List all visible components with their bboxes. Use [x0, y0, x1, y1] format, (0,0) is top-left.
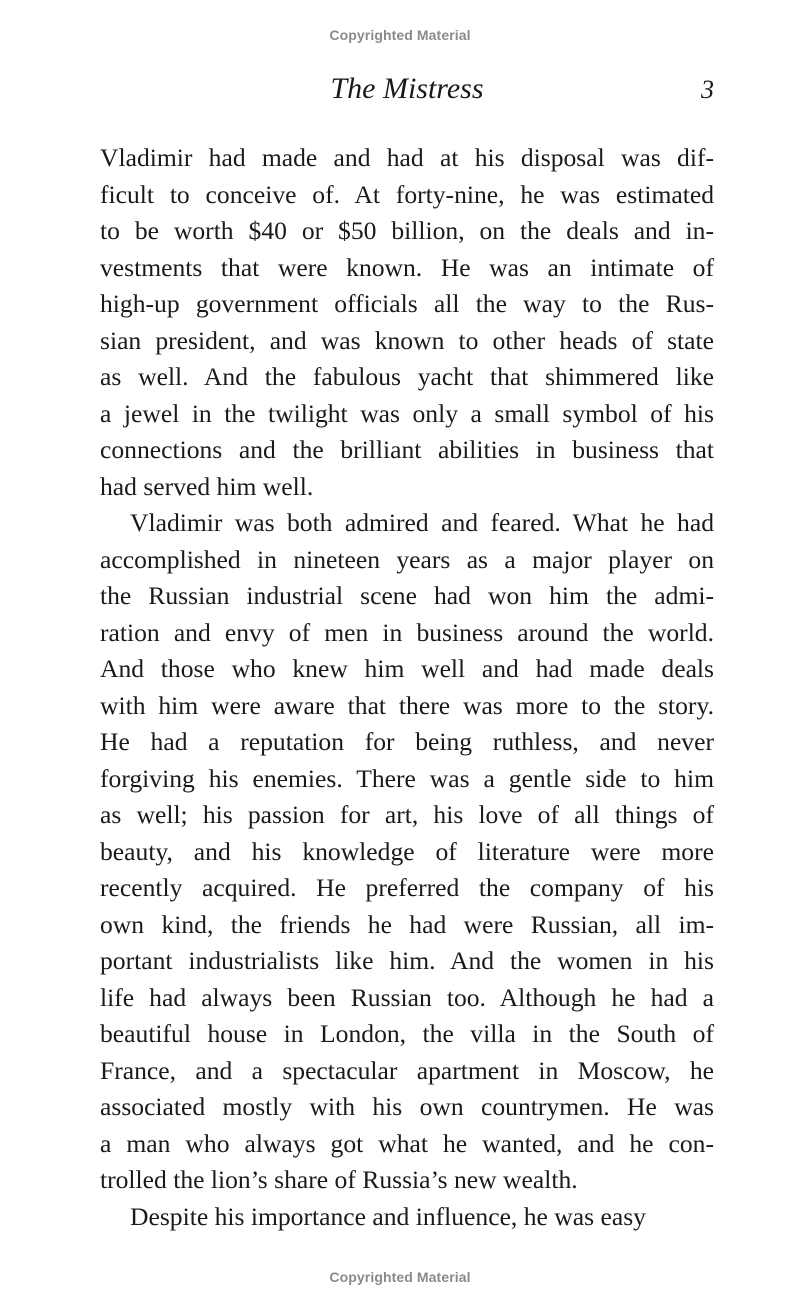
book-title: The Mistress — [330, 72, 484, 105]
page-number: 3 — [701, 75, 714, 104]
text-line: had served him well. — [100, 471, 314, 501]
text-line: Despite his importance and influence, he was easy — [130, 1201, 646, 1231]
text-line: ration and envy of men in business around the world. — [100, 617, 714, 647]
text-line: the Russian industrial scene had won him the admi- — [100, 581, 714, 610]
text-line: as well; his passion for art, his love of all things of — [100, 800, 714, 829]
copyright-watermark-bottom: Copyrighted Material — [329, 1269, 471, 1285]
copyright-watermark-top: Copyrighted Material — [329, 27, 471, 43]
text-line: connections and the brilliant abilities in business that — [100, 435, 714, 464]
text-line: ficult to conceive of. At forty-nine, he was estimated — [100, 179, 714, 209]
text-line: a jewel in the twilight was only a small symbol of his — [100, 398, 714, 428]
text-line: portant industrialists like him. And the women in his — [100, 946, 714, 975]
text-line: vestments that were known. He was an intimate of — [100, 252, 714, 282]
text-line: accomplished in nineteen years as a major player on — [100, 544, 714, 574]
page-body — [100, 140, 714, 1235]
text-line: a man who always got what he wanted, and he con- — [100, 1128, 714, 1158]
text-line: And those who knew him well and had made deals — [100, 654, 714, 683]
text-line: Vladimir had made and had at his disposal was dif- — [100, 143, 714, 172]
text-line: beautiful house in London, the villa in the South of — [100, 1019, 714, 1048]
text-line: Vladimir was both admired and feared. What he had — [130, 508, 714, 537]
text-line: beauty, and his knowledge of literature were more — [100, 836, 714, 866]
text-line: life had always been Russian too. Although he had a — [100, 982, 714, 1012]
text-line: own kind, the friends he had were Russian, all im- — [100, 909, 714, 939]
text-line: He had a reputation for being ruthless, and never — [100, 727, 714, 756]
text-line: associated mostly with his own countrymen. He was — [100, 1092, 714, 1121]
text-line: as well. And the fabulous yacht that shimmered like — [100, 362, 714, 391]
text-line: sian president, and was known to other heads of state — [100, 325, 714, 355]
running-head — [100, 70, 714, 110]
text-line: trolled the lion’s share of Russia’s new wealth. — [100, 1165, 578, 1194]
text-line: forgiving his enemies. There was a gentle side to him — [100, 763, 714, 793]
text-line: France, and a spectacular apartment in Moscow, he — [100, 1055, 714, 1085]
text-line: recently acquired. He preferred the company of his — [100, 873, 714, 902]
text-line: high-up government officials all the way to the Rus- — [100, 289, 714, 318]
text-line: to be worth $40 or $50 billion, on the deals and in- — [100, 216, 714, 245]
text-line: with him were aware that there was more to the story. — [100, 690, 714, 720]
